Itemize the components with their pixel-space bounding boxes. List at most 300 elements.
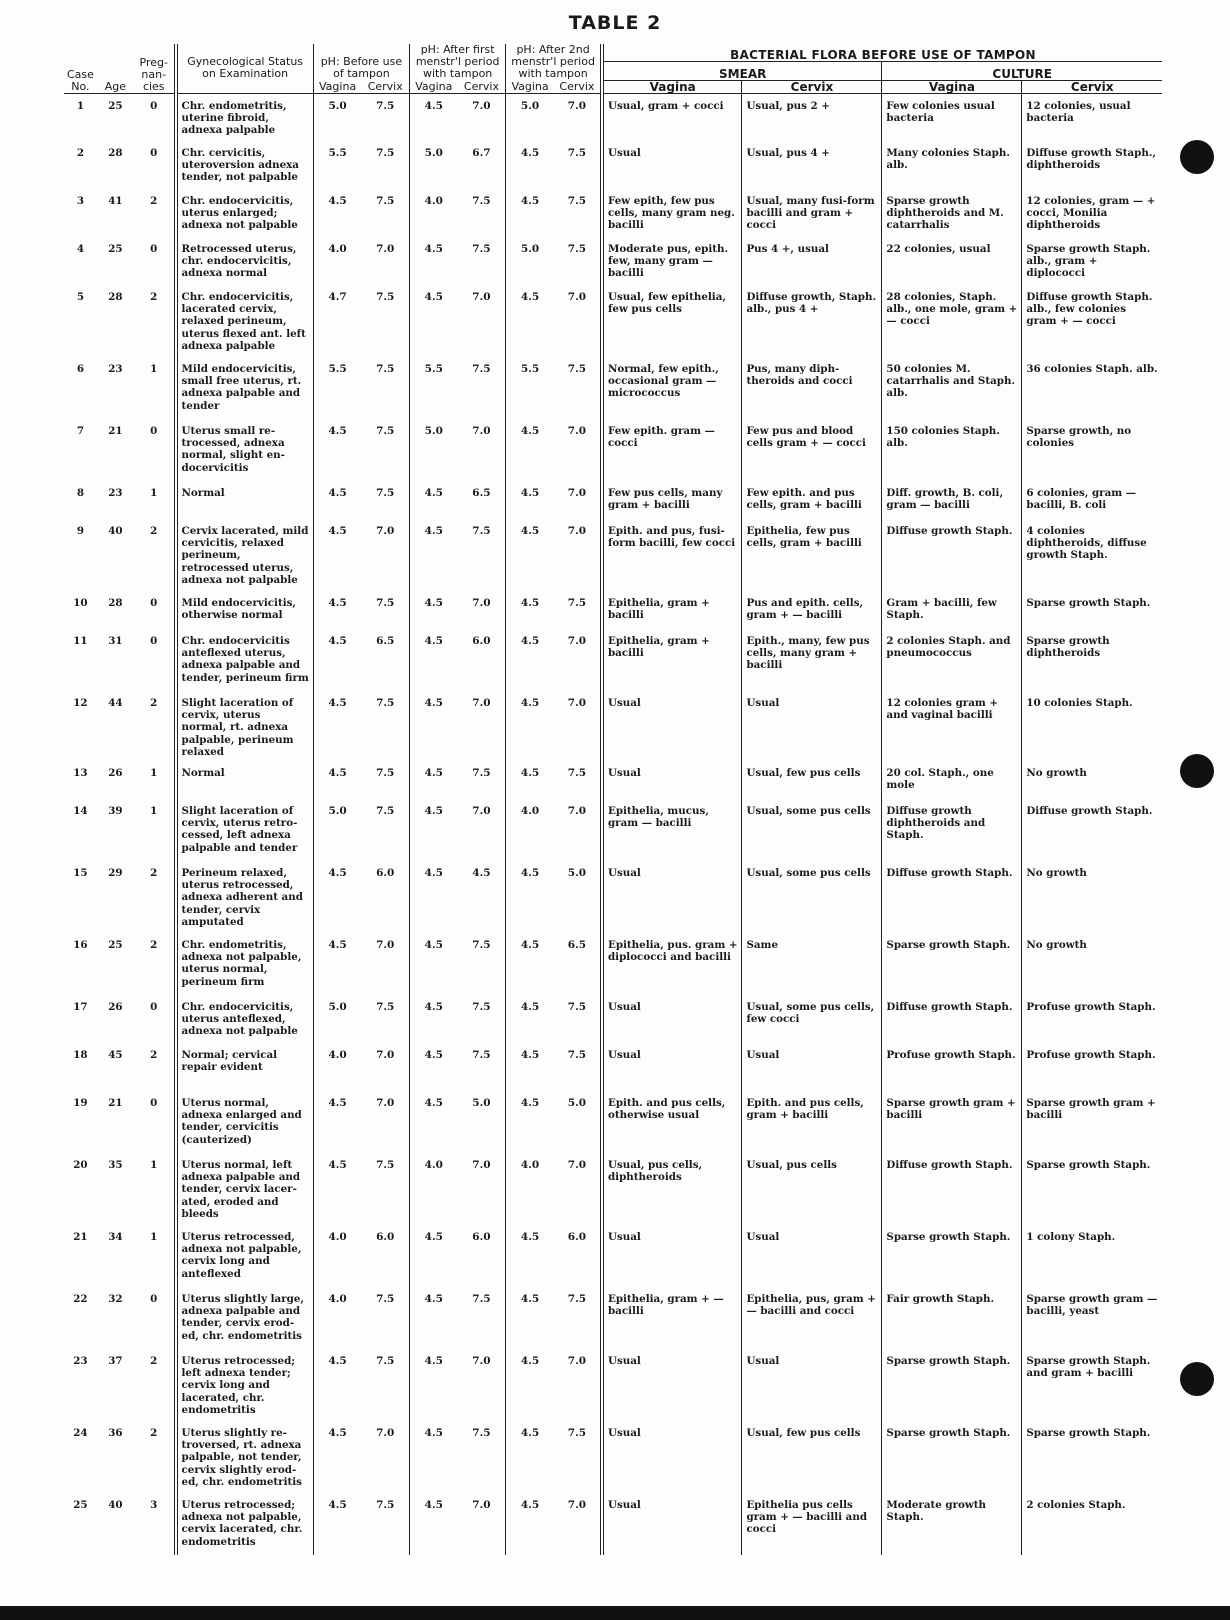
culture-cervix: 12 colonies, gram — + cocci, Monilia diphtheroids (1026, 195, 1156, 232)
smear-cervix: Usual, few pus cells (742, 761, 882, 799)
culture-cervix: Sparse growth gram + bacilli (1026, 1097, 1156, 1122)
culture-vagina: Sparse growth Staph. (882, 933, 1022, 995)
case-number: 11 (73, 635, 88, 647)
gyn-status: Uterus retrocessed; adnexa not palpable, cervix lacerated, chr. endometritis (176, 1493, 314, 1555)
age: 23 (108, 487, 123, 499)
culture-vagina: 12 colonies gram + and vaginal bacilli (882, 691, 1022, 761)
ph-first-vagina: 4.5 (424, 1427, 443, 1440)
punch-hole-icon (1180, 140, 1214, 174)
ph-before-vagina: 4.0 (328, 1049, 347, 1062)
ph-before-cervix: 7.0 (361, 519, 409, 591)
ph-first-vagina: 4.5 (424, 525, 443, 537)
ph-second-cervix: 7.0 (554, 799, 602, 861)
ph-before-cervix: 7.0 (361, 237, 409, 285)
ph-second-vagina: 4.5 (520, 1427, 540, 1440)
table-row (64, 1349, 1162, 1421)
pregnancies: 2 (134, 861, 176, 933)
ph-second-vagina: 4.5 (520, 291, 540, 303)
age: 29 (108, 867, 123, 880)
ph-first-vagina: 4.5 (424, 291, 443, 303)
pregnancies: 0 (134, 141, 176, 189)
case-number: 2 (76, 147, 84, 159)
case-number: 13 (73, 767, 88, 780)
smear-cervix: Usual, pus 4 + (742, 141, 882, 189)
ph-before-cervix: 7.5 (361, 419, 409, 481)
case-number: 22 (73, 1293, 88, 1306)
gyn-status: Normal (176, 481, 314, 519)
smear-vagina: Usual (602, 861, 742, 933)
ph-before-vagina: 5.5 (328, 147, 347, 159)
smear-vagina: Usual (602, 1493, 742, 1555)
table-row (64, 1225, 1162, 1287)
ph-second-cervix: 5.0 (554, 861, 602, 933)
smear-vagina: Usual (602, 691, 742, 761)
ph-first-vagina: 4.5 (424, 1001, 443, 1014)
ph-before-vagina: 4.5 (328, 697, 347, 709)
ph-before-cervix: 7.0 (361, 1091, 409, 1153)
ph-before-vagina: 4.5 (328, 1097, 347, 1110)
culture-vagina: Diffuse growth Staph. (882, 861, 1022, 933)
ph-second-cervix: 7.0 (554, 1153, 602, 1225)
culture-cervix: 12 colonies, usual bacteria (1026, 99, 1131, 124)
age: 40 (108, 1499, 123, 1512)
ph-before-vagina: 4.5 (328, 597, 347, 609)
ph-before-cervix: 7.0 (361, 933, 409, 995)
ph-before-cervix: 7.5 (361, 799, 409, 861)
ph-before-cervix: 7.5 (361, 591, 409, 629)
ph-second-cervix: 7.0 (554, 629, 602, 691)
culture-cervix: Diffuse growth Staph. (1026, 805, 1153, 818)
ph-second-vagina: 4.5 (520, 939, 540, 952)
culture-vagina: Sparse growth Staph. (882, 1225, 1022, 1287)
smear-vagina: Few pus cells, many gram + bacilli (602, 481, 742, 519)
ph-before-cervix: 7.5 (361, 995, 409, 1043)
ph-before-vagina: 4.5 (328, 1499, 347, 1512)
table-row (64, 691, 1162, 761)
ph-second-vagina: 5.5 (520, 363, 540, 375)
culture-cervix: No growth (1026, 939, 1087, 952)
ph-second-vagina: 4.0 (520, 1159, 540, 1172)
gyn-status: Chr. cervicitis, uteroversion adnexa tender, not palpable (176, 141, 314, 189)
smear-cervix: Epith. and pus cells, gram + bacilli (742, 1091, 882, 1153)
case-number: 25 (73, 1499, 88, 1512)
smear-vagina: Usual (602, 1349, 742, 1421)
ph-before-vagina: 5.0 (328, 1001, 347, 1014)
ph-before-cervix: 7.5 (361, 1349, 409, 1421)
table-title: TABLE 2 (568, 12, 662, 34)
ph-second-vagina: 4.5 (520, 1001, 540, 1014)
header-culture-cervix: Cervix (1022, 80, 1162, 93)
table-row (64, 481, 1162, 519)
ph-before-vagina: 5.0 (328, 805, 347, 818)
ph-first-cervix: 7.5 (458, 1043, 506, 1091)
culture-cervix: 1 colony Staph. (1026, 1231, 1116, 1244)
ph-second-cervix: 7.0 (554, 1493, 602, 1555)
ph-before-vagina: 4.5 (328, 767, 347, 780)
ph-second-vagina: 5.0 (520, 243, 540, 255)
smear-cervix: Usual, pus cells (742, 1153, 882, 1225)
header-ph-second-vagina: Vagina (506, 80, 554, 93)
culture-cervix: Sparse growth Staph. (1026, 1427, 1151, 1440)
ph-first-cervix: 7.0 (458, 1349, 506, 1421)
header-pregnancies: Preg-nan-cies (134, 44, 176, 93)
punch-hole-icon (1180, 754, 1214, 788)
ph-second-cervix: 7.5 (554, 357, 602, 419)
table-row (64, 1153, 1162, 1225)
smear-cervix: Usual, some pus cells (742, 861, 882, 933)
age: 40 (108, 525, 123, 537)
ph-second-vagina: 4.5 (520, 1293, 540, 1306)
smear-cervix: Few pus and blood cells gram + — cocci (742, 419, 882, 481)
ph-second-cervix: 7.0 (554, 93, 602, 141)
case-number: 5 (76, 291, 84, 303)
ph-before-vagina: 4.5 (328, 635, 347, 647)
ph-before-vagina: 4.0 (328, 1231, 347, 1244)
ph-second-cervix: 5.0 (554, 1091, 602, 1153)
ph-first-vagina: 4.0 (424, 1159, 443, 1172)
ph-before-cervix: 6.5 (361, 629, 409, 691)
ph-second-vagina: 4.5 (520, 635, 540, 647)
smear-vagina: Epith. and pus cells, otherwise usual (602, 1091, 742, 1153)
smear-cervix: Few epith. and pus cells, gram + bacilli (742, 481, 882, 519)
ph-before-cervix: 7.5 (361, 691, 409, 761)
culture-vagina: Few colonies usual bacteria (882, 93, 1022, 141)
ph-first-vagina: 4.5 (424, 805, 443, 818)
header-ph-second-cervix: Cervix (554, 80, 602, 93)
case-number: 6 (76, 363, 84, 375)
ph-second-cervix: 7.5 (554, 1043, 602, 1091)
gyn-status: Chr. endocervicitis anteflexed uterus, adnexa palpable and tender, perineum firm (176, 629, 314, 691)
culture-cervix: Sparse growth Staph. alb., gram + diplococci (1026, 243, 1151, 280)
ph-first-vagina: 4.5 (424, 99, 443, 112)
ph-first-cervix: 7.5 (458, 237, 506, 285)
case-number: 10 (73, 597, 88, 609)
gyn-status: Slight laceration of cervix, uterus retro-cessed, left adnexa palpable and tender (176, 799, 314, 861)
pregnancies: 2 (134, 189, 176, 237)
gyn-status: Uterus small re-trocessed, adnexa normal, slight en-docervicitis (176, 419, 314, 481)
ph-first-vagina: 5.0 (424, 147, 443, 159)
ph-before-vagina: 4.5 (328, 1159, 347, 1172)
ph-second-cervix: 7.5 (554, 237, 602, 285)
smear-vagina: Normal, few epith., occasional gram — micrococcus (602, 357, 742, 419)
ph-second-vagina: 4.5 (520, 767, 540, 780)
culture-cervix: 6 colonies, gram — bacilli, B. coli (1026, 487, 1137, 512)
smear-vagina: Usual (602, 1421, 742, 1493)
ph-second-vagina: 4.5 (520, 1049, 540, 1062)
age: 26 (108, 767, 123, 780)
age: 25 (108, 99, 123, 112)
ph-before-vagina: 4.5 (328, 1355, 347, 1368)
ph-before-vagina: 5.0 (328, 99, 347, 112)
gyn-status: Mild endocervicitis, otherwise normal (176, 591, 314, 629)
case-number: 16 (73, 939, 88, 952)
culture-cervix: Sparse growth Staph. and gram + bacilli (1026, 1355, 1151, 1380)
table-row (64, 995, 1162, 1043)
table-row (64, 1287, 1162, 1349)
pregnancies: 0 (134, 237, 176, 285)
ph-before-vagina: 4.5 (328, 425, 347, 437)
ph-second-cervix: 6.5 (554, 933, 602, 995)
ph-first-cervix: 7.5 (458, 761, 506, 799)
table-row (64, 189, 1162, 237)
smear-vagina: Epithelia, gram + bacilli (602, 591, 742, 629)
age: 41 (108, 195, 123, 207)
culture-cervix: Sparse growth, no colonies (1026, 425, 1132, 450)
ph-before-cervix: 7.5 (361, 1493, 409, 1555)
age: 37 (108, 1355, 123, 1368)
ph-first-vagina: 5.0 (424, 425, 443, 437)
ph-first-cervix: 7.5 (458, 995, 506, 1043)
ph-before-cervix: 7.5 (361, 285, 409, 357)
gyn-status: Chr. endocervicitis, uterus anteflexed, adnexa not palpable (176, 995, 314, 1043)
ph-second-vagina: 4.5 (520, 147, 540, 159)
ph-first-vagina: 4.5 (424, 767, 443, 780)
pregnancies: 1 (134, 481, 176, 519)
smear-vagina: Usual (602, 761, 742, 799)
culture-vagina: Many colonies Staph. alb. (882, 141, 1022, 189)
case-number: 23 (73, 1355, 88, 1368)
gyn-status: Chr. endometritis, uterine fibroid, adnexa palpable (176, 93, 314, 141)
ph-before-cervix: 7.5 (361, 357, 409, 419)
header-smear-vagina: Vagina (602, 80, 742, 93)
smear-cervix: Usual (742, 1225, 882, 1287)
ph-first-cervix: 7.0 (458, 1153, 506, 1225)
ph-first-cervix: 7.5 (458, 1421, 506, 1493)
ph-first-cervix: 7.5 (458, 519, 506, 591)
ph-second-vagina: 4.5 (520, 195, 540, 207)
smear-vagina: Usual (602, 995, 742, 1043)
age: 26 (108, 1001, 123, 1014)
header-culture: CULTURE (882, 62, 1162, 80)
header-ph-first: pH: After first menstr'l period with tampon (410, 44, 506, 80)
table-row (64, 285, 1162, 357)
culture-cervix: No growth (1026, 767, 1087, 780)
ph-first-cervix: 7.5 (458, 357, 506, 419)
smear-vagina: Usual (602, 141, 742, 189)
ph-first-vagina: 4.5 (424, 939, 443, 952)
gyn-status: Cervix lacerated, mild cervicitis, relaxed perineum, retrocessed uterus, adnexa not palpable (176, 519, 314, 591)
ph-first-vagina: 4.5 (424, 597, 443, 609)
punch-hole-icon (1180, 1362, 1214, 1396)
smear-cervix: Pus, many diph-theroids and cocci (742, 357, 882, 419)
ph-second-vagina: 4.5 (520, 487, 540, 499)
header-ph-before: pH: Before use of tampon (313, 44, 409, 80)
pregnancies: 0 (134, 1287, 176, 1349)
ph-before-cervix: 7.5 (361, 481, 409, 519)
pregnancies: 0 (134, 1091, 176, 1153)
ph-before-cervix: 7.5 (361, 93, 409, 141)
smear-cervix: Pus and epith. cells, gram + — bacilli (742, 591, 882, 629)
header-ph-second: pH: After 2nd menstr'l period with tampon (506, 44, 602, 80)
gyn-status: Normal (176, 761, 314, 799)
case-number: 7 (76, 425, 84, 437)
smear-cervix: Usual (742, 691, 882, 761)
ph-before-cervix: 6.0 (361, 1225, 409, 1287)
age: 35 (108, 1159, 123, 1172)
gyn-status: Mild endocervicitis, small free uterus, rt. adnexa palpable and tender (176, 357, 314, 419)
culture-vagina: 28 colonies, Staph. alb., one mole, gram + — cocci (882, 285, 1022, 357)
ph-first-cervix: 7.0 (458, 691, 506, 761)
header-smear: SMEAR (602, 62, 882, 80)
ph-first-vagina: 4.5 (424, 243, 443, 255)
ph-second-cervix: 7.5 (554, 141, 602, 189)
ph-second-cervix: 7.5 (554, 1287, 602, 1349)
case-number: 20 (73, 1159, 88, 1172)
smear-cervix: Usual, some pus cells, few cocci (742, 995, 882, 1043)
ph-second-cervix: 7.0 (554, 419, 602, 481)
case-number: 3 (76, 195, 84, 207)
ph-second-cervix: 7.5 (554, 995, 602, 1043)
table-row (64, 761, 1162, 799)
gyn-status: Uterus slightly large, adnexa palpable and tender, cervix erod-ed, chr. endometritis (176, 1287, 314, 1349)
ph-first-cervix: 7.0 (458, 1493, 506, 1555)
smear-cervix: Epithelia, few pus cells, gram + bacilli (742, 519, 882, 591)
ph-second-cervix: 6.0 (554, 1225, 602, 1287)
header-ph-first-vagina: Vagina (410, 80, 458, 93)
culture-vagina: Fair growth Staph. (882, 1287, 1022, 1349)
culture-cervix: Diffuse growth Staph. alb., few colonies gram + — cocci (1026, 291, 1153, 328)
age: 21 (108, 1097, 123, 1110)
gyn-status: Uterus retrocessed; left adnexa tender; cervix long and lacerated, chr. endometritis (176, 1349, 314, 1421)
ph-second-cervix: 7.0 (554, 691, 602, 761)
age: 28 (108, 597, 123, 609)
ph-before-vagina: 4.7 (328, 291, 347, 303)
pregnancies: 2 (134, 933, 176, 995)
culture-vagina: Diffuse growth diphtheroids and Staph. (882, 799, 1022, 861)
pregnancies: 2 (134, 691, 176, 761)
ph-first-cervix: 7.0 (458, 93, 506, 141)
smear-vagina: Epithelia, mucus, gram — bacilli (602, 799, 742, 861)
ph-second-cervix: 7.0 (554, 285, 602, 357)
pregnancies: 1 (134, 761, 176, 799)
case-number: 9 (76, 525, 84, 537)
smear-vagina: Epithelia, pus. gram + diplococci and bacilli (602, 933, 742, 995)
pregnancies: 2 (134, 1043, 176, 1091)
culture-vagina: Sparse growth Staph. (882, 1421, 1022, 1493)
culture-vagina: Diffuse growth Staph. (882, 995, 1022, 1043)
ph-before-cervix: 7.5 (361, 1153, 409, 1225)
table-row (64, 1493, 1162, 1555)
case-number: 18 (73, 1049, 88, 1062)
ph-before-vagina: 4.5 (328, 525, 347, 537)
ph-second-cervix: 7.5 (554, 591, 602, 629)
smear-cervix: Usual, few pus cells (742, 1421, 882, 1493)
pregnancies: 2 (134, 519, 176, 591)
ph-before-vagina: 4.5 (328, 487, 347, 499)
culture-vagina: 22 colonies, usual (882, 237, 1022, 285)
pregnancies: 0 (134, 995, 176, 1043)
age: 32 (108, 1293, 123, 1306)
age: 45 (108, 1049, 123, 1062)
smear-vagina: Usual (602, 1043, 742, 1091)
table-row (64, 93, 1162, 141)
culture-vagina: Sparse growth Staph. (882, 1349, 1022, 1421)
gyn-status: Chr. endometritis, adnexa not palpable, uterus normal, perineum firm (176, 933, 314, 995)
table-row (64, 519, 1162, 591)
ph-before-cervix: 7.5 (361, 1287, 409, 1349)
header-case: Case No. (64, 44, 97, 93)
ph-before-vagina: 4.5 (328, 939, 347, 952)
ph-before-vagina: 4.5 (328, 867, 347, 880)
ph-second-vagina: 4.5 (520, 1097, 540, 1110)
ph-first-vagina: 4.5 (424, 697, 443, 709)
ph-first-cervix: 7.5 (458, 933, 506, 995)
smear-vagina: Usual, gram + cocci (602, 93, 742, 141)
ph-before-cervix: 7.5 (361, 761, 409, 799)
culture-cervix: 4 colonies diphtheroids, diffuse growth Staph. (1026, 525, 1147, 562)
case-number: 17 (73, 1001, 88, 1014)
gyn-status: Uterus normal, left adnexa palpable and tender, cervix lacer-ated, eroded and bleeds (176, 1153, 314, 1225)
case-number: 21 (73, 1231, 88, 1244)
smear-cervix: Epith., many, few pus cells, many gram + bacilli (742, 629, 882, 691)
ph-second-cervix: 7.0 (554, 519, 602, 591)
case-number: 4 (76, 243, 84, 255)
gyn-status: Slight laceration of cervix, uterus normal, rt. adnexa palpable, perineum relaxed (176, 691, 314, 761)
gyn-status: Chr. endocervicitis, uterus enlarged; adnexa not palpable (176, 189, 314, 237)
table-row (64, 933, 1162, 995)
table-row (64, 629, 1162, 691)
ph-first-cervix: 7.0 (458, 591, 506, 629)
culture-vagina: 2 colonies Staph. and pneumococcus (882, 629, 1022, 691)
pregnancies: 1 (134, 1153, 176, 1225)
header-bacterial-flora: BACTERIAL FLORA BEFORE USE OF TAMPON (602, 44, 1162, 62)
pregnancies: 2 (134, 1421, 176, 1493)
header-ph-before-vagina: Vagina (313, 80, 361, 93)
case-number: 1 (76, 99, 84, 112)
pregnancies: 2 (134, 1349, 176, 1421)
ph-second-vagina: 4.5 (520, 425, 540, 437)
ph-first-vagina: 4.5 (424, 635, 443, 647)
pregnancies: 1 (134, 799, 176, 861)
ph-second-vagina: 4.5 (520, 597, 540, 609)
ph-first-vagina: 4.5 (424, 487, 443, 499)
pregnancies: 3 (134, 1493, 176, 1555)
ph-first-cervix: 4.5 (458, 861, 506, 933)
ph-before-vagina: 4.5 (328, 195, 347, 207)
case-number: 24 (73, 1427, 88, 1440)
smear-cervix: Usual, some pus cells (742, 799, 882, 861)
ph-first-cervix: 7.5 (458, 189, 506, 237)
smear-cervix: Usual, pus 2 + (742, 93, 882, 141)
smear-vagina: Epith. and pus, fusi-form bacilli, few cocci (602, 519, 742, 591)
table-row (64, 141, 1162, 189)
ph-second-vagina: 4.5 (520, 1499, 540, 1512)
table-row (64, 591, 1162, 629)
ph-first-vagina: 4.5 (424, 1049, 443, 1062)
ph-second-vagina: 4.5 (520, 1355, 540, 1368)
ph-second-cervix: 7.5 (554, 1421, 602, 1493)
age: 23 (108, 363, 123, 375)
ph-before-cervix: 7.5 (361, 141, 409, 189)
table-row (64, 237, 1162, 285)
gyn-status: Uterus retrocessed, adnexa not palpable, cervix long and anteflexed (176, 1225, 314, 1287)
ph-before-cervix: 7.0 (361, 1421, 409, 1493)
age: 25 (108, 243, 123, 255)
smear-vagina: Usual (602, 1225, 742, 1287)
header-ph-before-cervix: Cervix (361, 80, 409, 93)
culture-cervix: 10 colonies Staph. (1026, 697, 1133, 709)
ph-second-cervix: 7.0 (554, 481, 602, 519)
culture-cervix: Sparse growth Staph. (1026, 1159, 1151, 1172)
table-row (64, 419, 1162, 481)
ph-first-vagina: 4.5 (424, 1499, 443, 1512)
culture-vagina: Diffuse growth Staph. (882, 519, 1022, 591)
culture-vagina: 20 col. Staph., one mole (882, 761, 1022, 799)
ph-first-vagina: 4.5 (424, 1231, 443, 1244)
culture-vagina: Sparse growth gram + bacilli (882, 1091, 1022, 1153)
table-row (64, 799, 1162, 861)
smear-vagina: Few epith, few pus cells, many gram neg. bacilli (602, 189, 742, 237)
